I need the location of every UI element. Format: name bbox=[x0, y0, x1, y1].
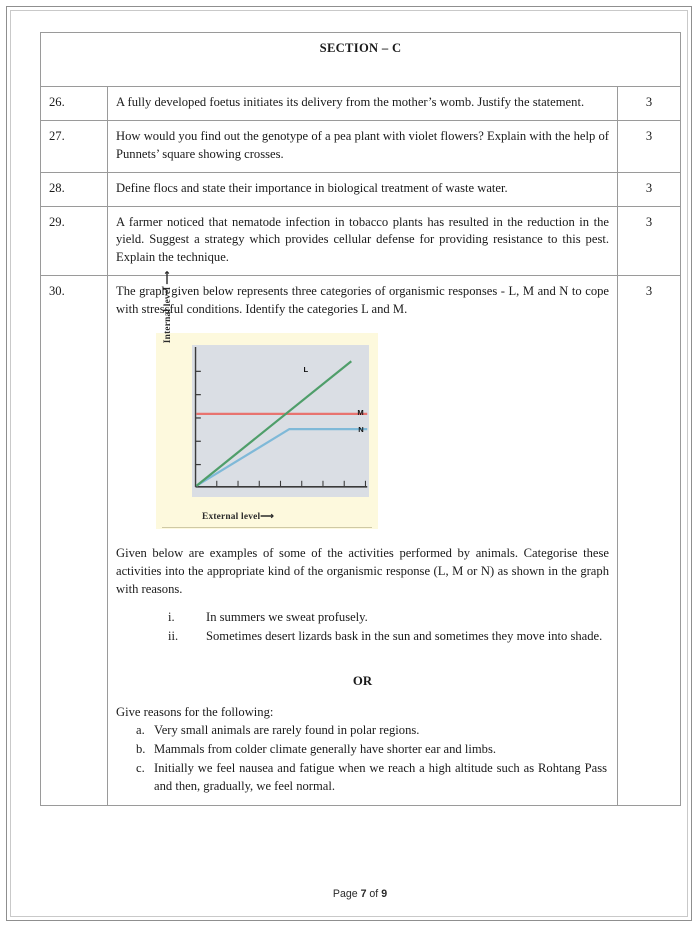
y-axis-label: Internal level ⟶ bbox=[163, 270, 173, 344]
list-text: Initially we feel nausea and fatigue when we reach a high altitude such as Rohtang Pass and then, gradually, we feel normal. bbox=[154, 761, 607, 793]
question-text: A farmer noticed that nematode infection in tobacco plants has resulted in the reduction in the yield. Suggest a strategy which provides cellular defense for providing resistance to this pest. Explain the technique. bbox=[108, 206, 618, 276]
section-header-row bbox=[41, 33, 681, 87]
plot-area bbox=[192, 345, 369, 497]
question-number: 26. bbox=[41, 87, 108, 121]
page-footer bbox=[40, 888, 680, 900]
question-marks: 3 bbox=[618, 206, 681, 276]
organismic-response-graph bbox=[156, 270, 378, 529]
table-row bbox=[41, 87, 681, 121]
question-marks: 3 bbox=[618, 87, 681, 121]
section-title: SECTION – C bbox=[41, 33, 681, 87]
roman-list bbox=[116, 609, 609, 647]
list-marker: b. bbox=[136, 742, 146, 757]
list-text: Mammals from colder climate generally have shorter ear and limbs. bbox=[154, 742, 497, 757]
list-marker: a. bbox=[136, 723, 145, 738]
question30-after-graph: Given below are examples of some of the activities performed by animals. Categorise these activities into the appropriate kind of the organismic response (L, M or N) as shown in the graph with reasons. bbox=[116, 545, 609, 596]
table-row bbox=[41, 206, 681, 276]
question-text: Define flocs and state their importance in biological treatment of waste water. bbox=[108, 172, 618, 206]
footer-prefix: Page bbox=[332, 888, 361, 900]
plot-svg bbox=[192, 345, 369, 497]
question-text: A fully developed foetus initiates its delivery from the mother’s womb. Justify the statement. bbox=[108, 87, 618, 121]
list-marker: c. bbox=[136, 761, 145, 776]
footer-total-pages: 9 bbox=[381, 888, 388, 900]
table-row-question-30 bbox=[41, 276, 681, 806]
x-axis-ticks bbox=[217, 481, 366, 487]
list-text: In summers we sweat profusely. bbox=[206, 609, 368, 624]
list-item bbox=[116, 609, 609, 627]
alpha-list bbox=[116, 722, 609, 796]
series-label-N: N bbox=[358, 425, 364, 435]
or-divider: OR bbox=[352, 674, 373, 689]
question-marks: 3 bbox=[618, 276, 681, 806]
list-item bbox=[116, 722, 609, 740]
question-marks: 3 bbox=[618, 172, 681, 206]
figure-rule bbox=[162, 527, 372, 528]
table-row bbox=[41, 120, 681, 172]
y-axis-ticks bbox=[196, 371, 201, 464]
footer-middle: of bbox=[366, 888, 382, 900]
list-text: Sometimes desert lizards bask in the sun and sometimes they move into shade. bbox=[206, 629, 603, 644]
list-item bbox=[116, 741, 609, 759]
series-line-N bbox=[196, 429, 367, 486]
x-axis-label: External level⟶ bbox=[202, 511, 274, 522]
or-lead-text: Give reasons for the following: bbox=[116, 705, 274, 720]
question-text-block bbox=[108, 270, 618, 806]
table-row bbox=[41, 172, 681, 206]
list-item bbox=[116, 628, 609, 646]
footer-current-page: 7 bbox=[360, 888, 367, 900]
questions-table bbox=[40, 32, 681, 806]
question-number: 29. bbox=[41, 206, 108, 276]
question-marks: 3 bbox=[618, 120, 681, 172]
question-number: 27. bbox=[41, 120, 108, 172]
list-marker: ii. bbox=[168, 629, 179, 644]
series-label-M: M bbox=[357, 407, 364, 417]
question-text: How would you find out the genotype of a pea plant with violet flowers? Explain with the help of Punnets’ square showing crosses. bbox=[108, 120, 618, 172]
list-text: Very small animals are rarely found in polar regions. bbox=[154, 723, 420, 738]
question30-intro: The graph given below represents three categories of organismic responses - L, M and N to cope with stressful conditions. Identify the categories L and M. bbox=[116, 284, 609, 316]
list-marker: i. bbox=[168, 609, 175, 624]
question-number: 28. bbox=[41, 172, 108, 206]
question-number: 30. bbox=[41, 276, 108, 806]
series-line-L bbox=[196, 361, 351, 486]
series-label-L: L bbox=[303, 364, 309, 374]
list-item bbox=[116, 760, 609, 796]
